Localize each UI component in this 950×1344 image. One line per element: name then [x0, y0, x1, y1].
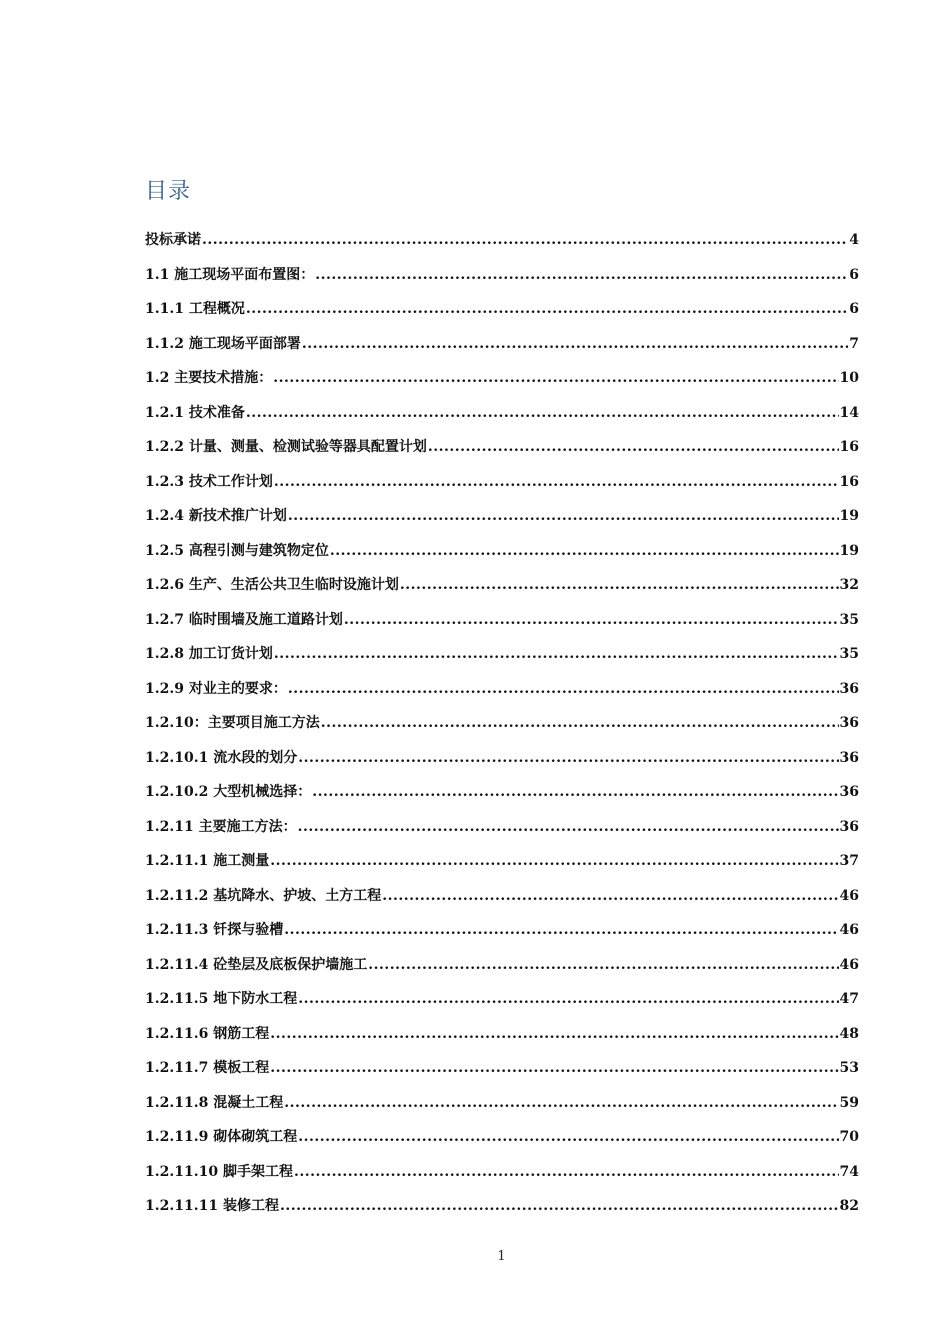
toc-entry-page-number: 36 — [839, 749, 859, 766]
toc-entry-page-number: 6 — [849, 266, 859, 283]
toc-entry-page-number: 46 — [839, 956, 859, 973]
toc-entry[interactable] — [145, 816, 859, 851]
toc-entry-label: 1.2.11.9 砌体砌筑工程 — [145, 1129, 298, 1145]
toc-dot-leader — [288, 681, 839, 697]
toc-dot-leader — [298, 819, 839, 835]
toc-entry[interactable] — [145, 367, 859, 402]
toc-entry-page-number: 10 — [839, 370, 859, 386]
toc-entry-page-number: 6 — [849, 301, 859, 317]
page-number: 1 — [497, 1249, 506, 1264]
toc-entry-page-number: 70 — [839, 1129, 859, 1145]
toc-entry[interactable] — [145, 781, 859, 816]
toc-entry-page-number: 14 — [839, 404, 859, 421]
toc-dot-leader — [284, 1095, 838, 1111]
toc-dot-leader — [321, 715, 839, 731]
toc-entry-label: 投标承诺 — [145, 232, 201, 248]
toc-entry-label: 1.2.11.6 钢筋工程 — [145, 1025, 270, 1042]
toc-entry[interactable] — [145, 1126, 859, 1161]
toc-dot-leader — [294, 1164, 839, 1180]
toc-entry-label: 1.2.2 计量、测量、检测试验等器具配置计划 — [145, 439, 427, 455]
toc-dot-leader — [330, 543, 839, 559]
toc-entry[interactable] — [145, 919, 859, 954]
toc-dot-leader — [246, 301, 848, 317]
toc-entry[interactable] — [145, 609, 859, 644]
toc-dot-leader — [298, 991, 838, 1007]
toc-entry-page-number: 53 — [839, 1060, 859, 1076]
toc-heading: 目录 — [145, 179, 192, 204]
toc-dot-leader — [246, 405, 839, 421]
toc-dot-leader — [274, 646, 839, 662]
toc-entry-label: 1.1.1 工程概况 — [145, 301, 245, 317]
toc-entry[interactable] — [145, 1092, 859, 1127]
toc-entry-page-number: 36 — [839, 680, 859, 697]
toc-entry[interactable] — [145, 885, 859, 920]
toc-dot-leader — [298, 1129, 838, 1145]
toc-entry[interactable] — [145, 540, 859, 575]
toc-dot-leader — [288, 508, 839, 524]
toc-entry-page-number: 4 — [849, 232, 859, 248]
toc-dot-leader — [400, 577, 839, 593]
toc-entry-label: 1.2.8 加工订货计划 — [145, 646, 273, 662]
toc-entry[interactable] — [145, 1161, 859, 1196]
toc-dot-leader — [270, 853, 838, 869]
toc-entry-label: 1.1.2 施工现场平面部署 — [145, 335, 301, 352]
toc-entry-page-number: 16 — [839, 473, 859, 490]
toc-dot-leader — [284, 922, 838, 938]
toc-dot-leader — [428, 439, 839, 455]
toc-entry-label: 1.2.10：主要项目施工方法 — [145, 715, 320, 731]
toc-entry[interactable] — [145, 298, 859, 333]
toc-entry-page-number: 19 — [839, 542, 859, 559]
toc-entry-page-number: 36 — [839, 715, 859, 731]
toc-entry-page-number: 48 — [839, 1025, 859, 1042]
toc-entry-page-number: 16 — [839, 439, 859, 455]
toc-dot-leader — [312, 784, 838, 800]
toc-entry-page-number: 35 — [839, 646, 859, 662]
toc-entry[interactable] — [145, 747, 859, 782]
toc-entry-page-number: 47 — [839, 991, 859, 1007]
toc-entry-page-number: 7 — [849, 335, 859, 352]
toc-entry-page-number: 36 — [839, 818, 859, 835]
toc-entry-page-number: 19 — [839, 508, 859, 524]
toc-entry[interactable] — [145, 1057, 859, 1092]
toc-entry-label: 1.2.11.5 地下防水工程 — [145, 991, 298, 1007]
toc-entry-label: 1.2.11.3 钎探与验槽 — [145, 922, 284, 938]
toc-entry-page-number: 82 — [839, 1198, 859, 1214]
toc-entry-page-number: 37 — [839, 853, 859, 869]
toc-entry-label: 1.2.9 对业主的要求： — [145, 680, 287, 697]
toc-entry-label: 1.2.11.1 施工测量 — [145, 853, 270, 869]
toc-entry-page-number: 35 — [839, 611, 859, 628]
toc-entry[interactable] — [145, 643, 859, 678]
toc-entry[interactable] — [145, 988, 859, 1023]
toc-entry-label: 1.2.11.10 脚手架工程 — [145, 1163, 293, 1180]
toc-dot-leader — [315, 267, 848, 283]
toc-entry[interactable] — [145, 264, 859, 299]
toc-entry-label: 1.2.3 技术工作计划 — [145, 473, 273, 490]
toc-entry-label: 1.2.4 新技术推广计划 — [145, 508, 287, 524]
toc-entry-label: 1.2.11.2 基坑降水、护坡、土方工程 — [145, 887, 382, 904]
toc-dot-leader — [270, 1026, 838, 1042]
toc-entry-label: 1.2.1 技术准备 — [145, 404, 245, 421]
toc-dot-leader — [270, 1060, 838, 1076]
toc-entry[interactable] — [145, 229, 859, 264]
toc-entry-label: 1.2.11 主要施工方法： — [145, 818, 297, 835]
toc-entry[interactable] — [145, 471, 859, 506]
toc-entry-label: 1.2.11.4 砼垫层及底板保护墙施工 — [145, 956, 368, 973]
toc-dot-leader — [368, 957, 838, 973]
toc-dot-leader — [273, 370, 838, 386]
toc-entry-label: 1.2.7 临时围墙及施工道路计划 — [145, 611, 343, 628]
toc-entry-label: 1.2.5 高程引测与建筑物定位 — [145, 542, 329, 559]
toc-entry[interactable] — [145, 333, 859, 368]
toc-entry-label: 1.2 主要技术措施： — [145, 370, 273, 386]
toc-entry-label: 1.2.6 生产、生活公共卫生临时设施计划 — [145, 577, 399, 593]
toc-entry-label: 1.1 施工现场平面布置图： — [145, 266, 315, 283]
toc-dot-leader — [274, 474, 839, 490]
toc-entry-page-number: 74 — [839, 1163, 859, 1180]
toc-entry[interactable] — [145, 1195, 859, 1230]
toc-dot-leader — [280, 1198, 839, 1214]
toc-dot-leader — [202, 232, 848, 248]
toc-entry[interactable] — [145, 678, 859, 713]
toc-entry[interactable] — [145, 1023, 859, 1058]
toc-entry[interactable] — [145, 436, 859, 471]
toc-entry[interactable] — [145, 574, 859, 609]
toc-dot-leader — [344, 612, 839, 628]
toc-entry-label: 1.2.10.1 流水段的划分 — [145, 749, 298, 766]
toc-entry-label: 1.2.10.2 大型机械选择： — [145, 784, 312, 800]
table-of-contents — [145, 229, 859, 1230]
toc-entry-page-number: 36 — [839, 784, 859, 800]
toc-dot-leader — [298, 750, 838, 766]
toc-entry-page-number: 32 — [839, 577, 859, 593]
toc-entry-label: 1.2.11.8 混凝土工程 — [145, 1094, 284, 1111]
toc-entry[interactable] — [145, 505, 859, 540]
toc-entry-page-number: 46 — [839, 922, 859, 938]
toc-entry[interactable] — [145, 954, 859, 989]
toc-entry[interactable] — [145, 712, 859, 747]
toc-dot-leader — [302, 336, 848, 352]
toc-entry[interactable] — [145, 850, 859, 885]
toc-entry-label: 1.2.11.7 模板工程 — [145, 1060, 270, 1076]
toc-entry-page-number: 46 — [839, 887, 859, 904]
toc-entry-page-number: 59 — [839, 1094, 859, 1111]
toc-entry-label: 1.2.11.11 装修工程 — [145, 1198, 279, 1214]
toc-entry[interactable] — [145, 402, 859, 437]
toc-dot-leader — [382, 888, 838, 904]
